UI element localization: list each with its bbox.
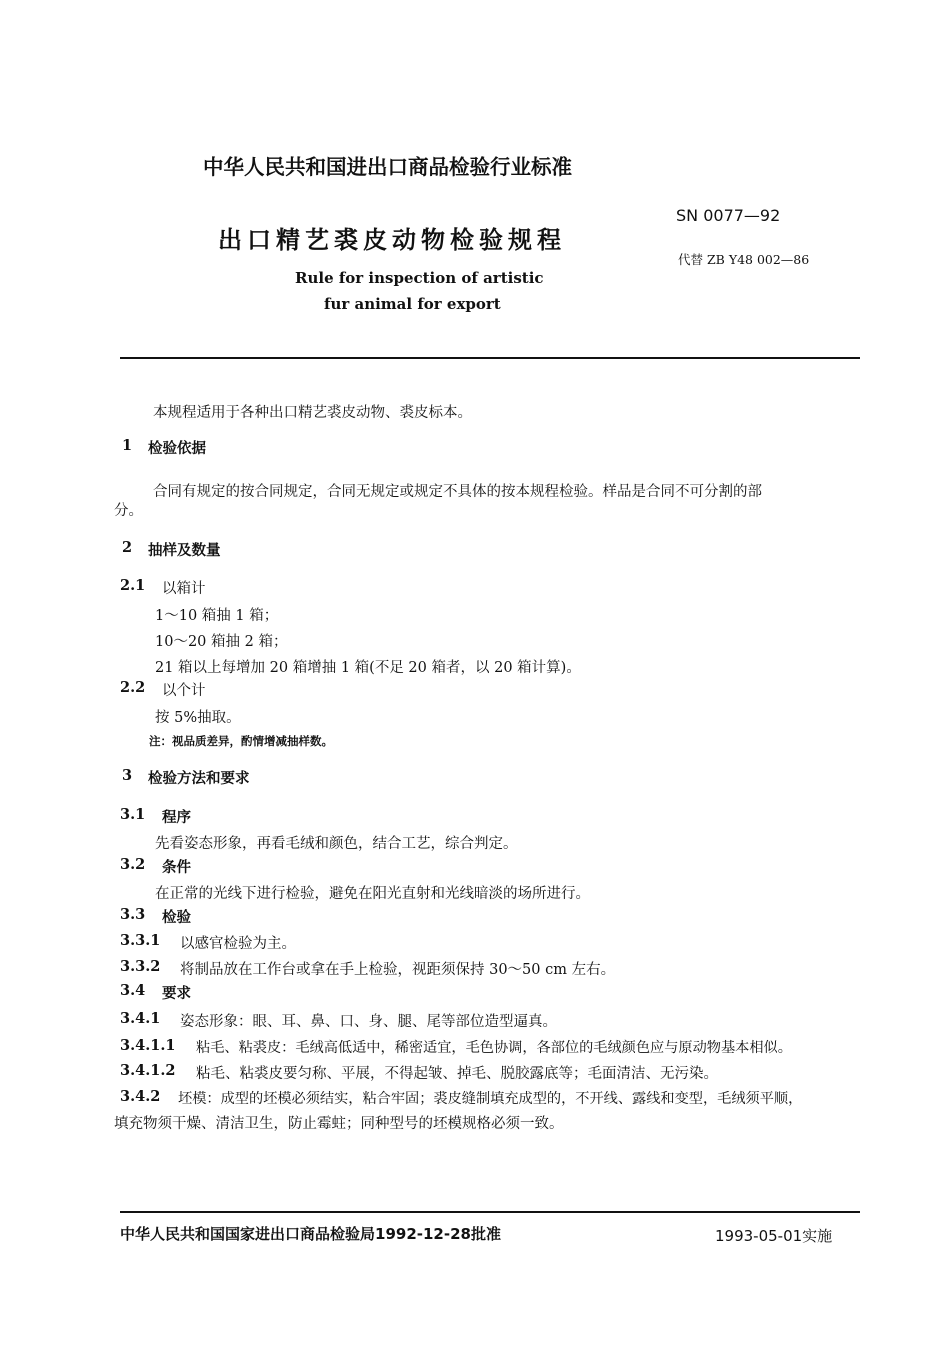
section-3-4-title: 要求	[162, 986, 191, 1002]
effective-date: 1993-05-01实施	[715, 1227, 833, 1245]
sampling-note: 注：视品质差异，酌情增减抽样数。	[149, 734, 333, 748]
approval-statement: 中华人民共和国国家进出口商品检验局1992-12-28批准	[120, 1225, 501, 1243]
section-3-4-1-2-text: 粘毛、粘裘皮要匀称、平展，不得起皱、掉毛、脱胶露底等；毛面清洁、无污染。	[196, 1066, 718, 1082]
section-3-3-2-number: 3.3.2	[120, 958, 161, 975]
section-3-3-2-text: 将制品放在工作台或拿在手上检验，视距须保持 30～50 cm 左右。	[180, 962, 616, 978]
section-3-3-title: 检验	[162, 910, 191, 926]
section-2-2-number: 2.2	[120, 679, 146, 696]
section-2-2-text: 按 5%抽取。	[155, 710, 241, 726]
section-3-3-1-text: 以感官检验为主。	[180, 936, 296, 952]
section-1-number: 1	[122, 437, 133, 454]
section-3-1-text: 先看姿态形象，再看毛绒和颜色，结合工艺，综合判定。	[155, 836, 518, 852]
section-3-2-title: 条件	[162, 860, 191, 876]
section-3-4-1-text: 姿态形象：眼、耳、鼻、口、身、腿、尾等部位造型逼真。	[180, 1014, 557, 1030]
english-title-line1: Rule for inspection of artistic	[295, 269, 544, 287]
section-3-4-number: 3.4	[120, 982, 146, 999]
standard-number: SN 0077—92	[676, 206, 781, 225]
scope-text: 本规程适用于各种出口精艺裘皮动物、裘皮标本。	[153, 405, 472, 421]
section-2-title: 抽样及数量	[148, 543, 221, 559]
section-3-2-number: 3.2	[120, 856, 146, 873]
org-title: 中华人民共和国进出口商品检验行业标准	[203, 155, 572, 179]
section-3-4-1-1-text: 粘毛、粘裘皮：毛绒高低适中，稀密适宜，毛色协调，各部位的毛绒颜色应与原动物基本相似。	[196, 1040, 792, 1056]
footer-divider	[120, 1211, 860, 1213]
sampling-rule-3: 21 箱以上每增加 20 箱增抽 1 箱(不足 20 箱者，以 20 箱计算)。	[155, 660, 581, 676]
section-2-number: 2	[122, 539, 133, 556]
replaces-standard: 代替 ZB Y48 002—86	[678, 252, 810, 267]
section-3-4-2-text-line1: 坯模：成型的坯模必须结实，粘合牢固；裘皮缝制填充成型的，不开线、露线和变型，毛绒须平顺，	[178, 1091, 803, 1107]
section-3-3-number: 3.3	[120, 906, 146, 923]
section-3-4-1-1-number: 3.4.1.1	[120, 1037, 176, 1054]
section-3-number: 3	[122, 767, 133, 784]
section-1-title: 检验依据	[148, 441, 206, 457]
section-2-1-title: 以箱计	[162, 581, 206, 597]
section-3-4-1-2-number: 3.4.1.2	[120, 1062, 176, 1079]
sampling-rule-2: 10～20 箱抽 2 箱；	[155, 634, 288, 650]
section-3-3-1-number: 3.3.1	[120, 932, 161, 949]
section-2-1-number: 2.1	[120, 577, 146, 594]
english-title-line2: fur animal for export	[324, 295, 501, 313]
sampling-rule-1: 1～10 箱抽 1 箱；	[155, 608, 279, 624]
header-divider	[120, 357, 860, 359]
section-3-4-2-text-line2: 填充物须干燥、清洁卫生，防止霉蛀；同种型号的坯模规格必须一致。	[114, 1116, 564, 1132]
section-3-1-number: 3.1	[120, 806, 146, 823]
section-3-4-2-number: 3.4.2	[120, 1088, 161, 1105]
section-2-2-title: 以个计	[162, 683, 206, 699]
document-title: 出口精艺裘皮动物检验规程	[218, 226, 566, 254]
section-3-2-text: 在正常的光线下进行检验，避免在阳光直射和光线暗淡的场所进行。	[155, 886, 590, 902]
section-1-text-line1: 合同有规定的按合同规定，合同无规定或规定不具体的按本规程检验。样品是合同不可分割的部	[153, 484, 762, 500]
section-3-title: 检验方法和要求	[148, 771, 250, 787]
section-3-4-1-number: 3.4.1	[120, 1010, 161, 1027]
section-1-text-line2: 分。	[114, 503, 143, 519]
section-3-1-title: 程序	[162, 810, 191, 826]
